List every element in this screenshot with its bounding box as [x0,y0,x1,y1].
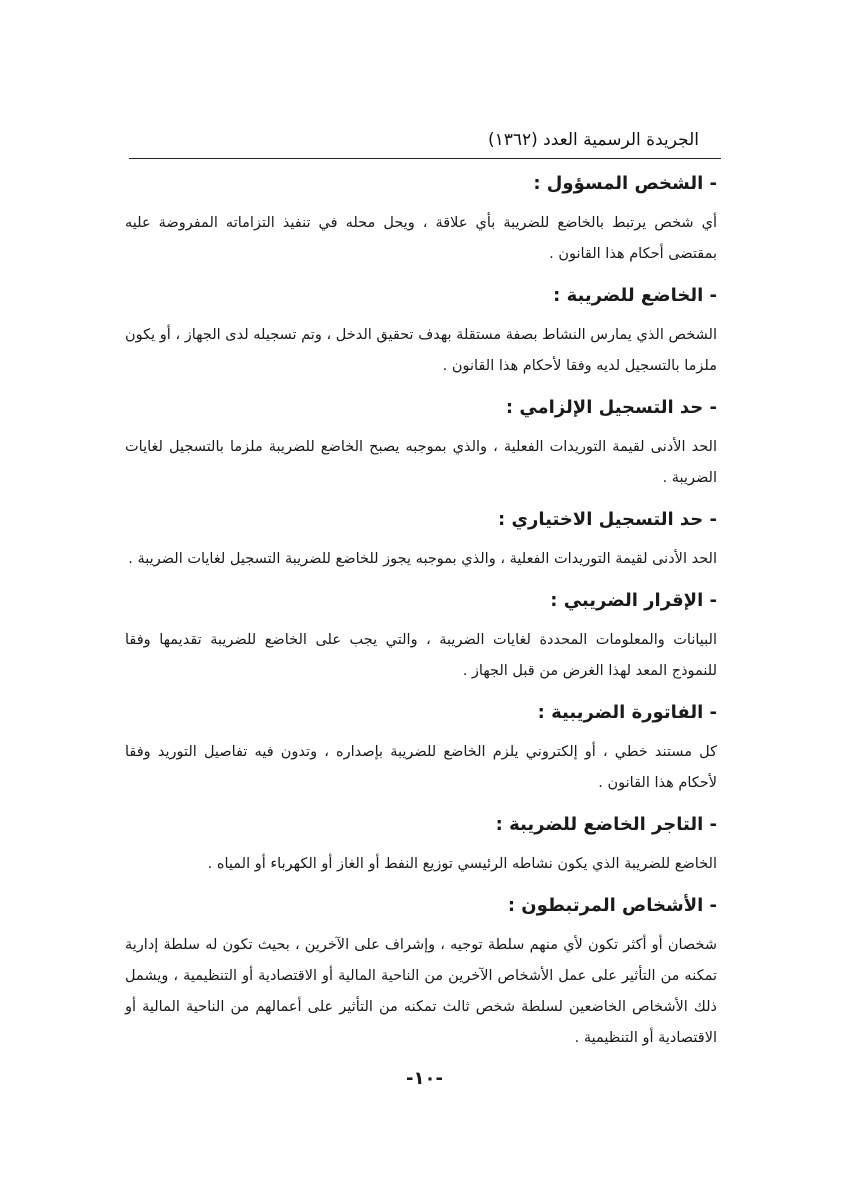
definition-text: الحد الأدنى لقيمة التوريدات الفعلية ، والذي بموجبه يجوز للخاضع للضريبة التسجيل لغايات الضريبة . [128,551,717,567]
definition-item [125,508,717,575]
definition-item [125,396,717,494]
definition-item [125,894,717,1054]
definition-term: - الشخص المسؤول : [533,173,717,194]
definition-text: أي شخص يرتبط بالخاضع للضريبة بأي علاقة ، ويحل محله في تنفيذ التزاماته المفروضة عليه بمقتضى أحكام هذا القانون . [125,215,717,262]
definition-text: الشخص الذي يمارس النشاط بصفة مستقلة بهدف تحقيق الدخل ، وتم تسجيله لدى الجهاز ، أو يكون ملزما بالتسجيل لديه وفقا لأحكام هذا القانون . [125,327,717,374]
definition-term: - التاجر الخاضع للضريبة : [495,814,717,835]
definition-item [125,701,717,799]
definition-item [125,284,717,382]
definition-term: - الأشخاص المرتبطون : [507,895,717,916]
definition-term: - حد التسجيل الإلزامي : [505,397,717,418]
definition-text: البيانات والمعلومات المحددة لغايات الضريبة ، والتي يجب على الخاضع للضريبة تقديمها وفقا للنموذج المعد لهذا الغرض من قبل الجهاز . [125,632,717,679]
page-header: الجريدة الرسمية العدد (١٣٦٢) [487,130,699,150]
definition-text: شخصان أو أكثر تكون لأي منهم سلطة توجيه ، وإشراف على الآخرين ، بحيث تكون له سلطة إدارية تمكنه من التأثير على عمل الأشخاص الآخرين من الناحية المالية أو الاقتصادية أو التنظيمية ، ويشمل ذلك الأشخاص الخاضعين لسلطة شخص ثالث تمكنه من التأثير على أعمالهم من الناحية المالية أو الاقتصادية أو التنظيمية . [125,937,717,1046]
definition-term: - حد التسجيل الاختياري : [498,509,717,530]
definition-text: الخاضع للضريبة الذي يكون نشاطه الرئيسي توزيع النفط أو الغاز أو الكهرباء أو المياه . [207,856,717,872]
definition-term: - الفاتورة الضريبية : [537,702,717,723]
definition-item [125,172,717,270]
definition-text: كل مستند خطي ، أو إلكتروني يلزم الخاضع للضريبة بإصداره ، وتدون فيه تفاصيل التوريد وفقا لأحكام هذا القانون . [125,744,717,791]
definitions-list [125,172,717,1068]
definition-item [125,813,717,880]
definition-term: - الإقرار الضريبي : [550,590,717,611]
header-divider [129,158,721,159]
definition-term: - الخاضع للضريبة : [553,285,717,306]
definition-text: الحد الأدنى لقيمة التوريدات الفعلية ، والذي بموجبه يصبح الخاضع للضريبة ملزما بالتسجيل لغايات الضريبة . [125,439,717,486]
definition-item [125,589,717,687]
page-number: -١٠- [406,1068,443,1089]
